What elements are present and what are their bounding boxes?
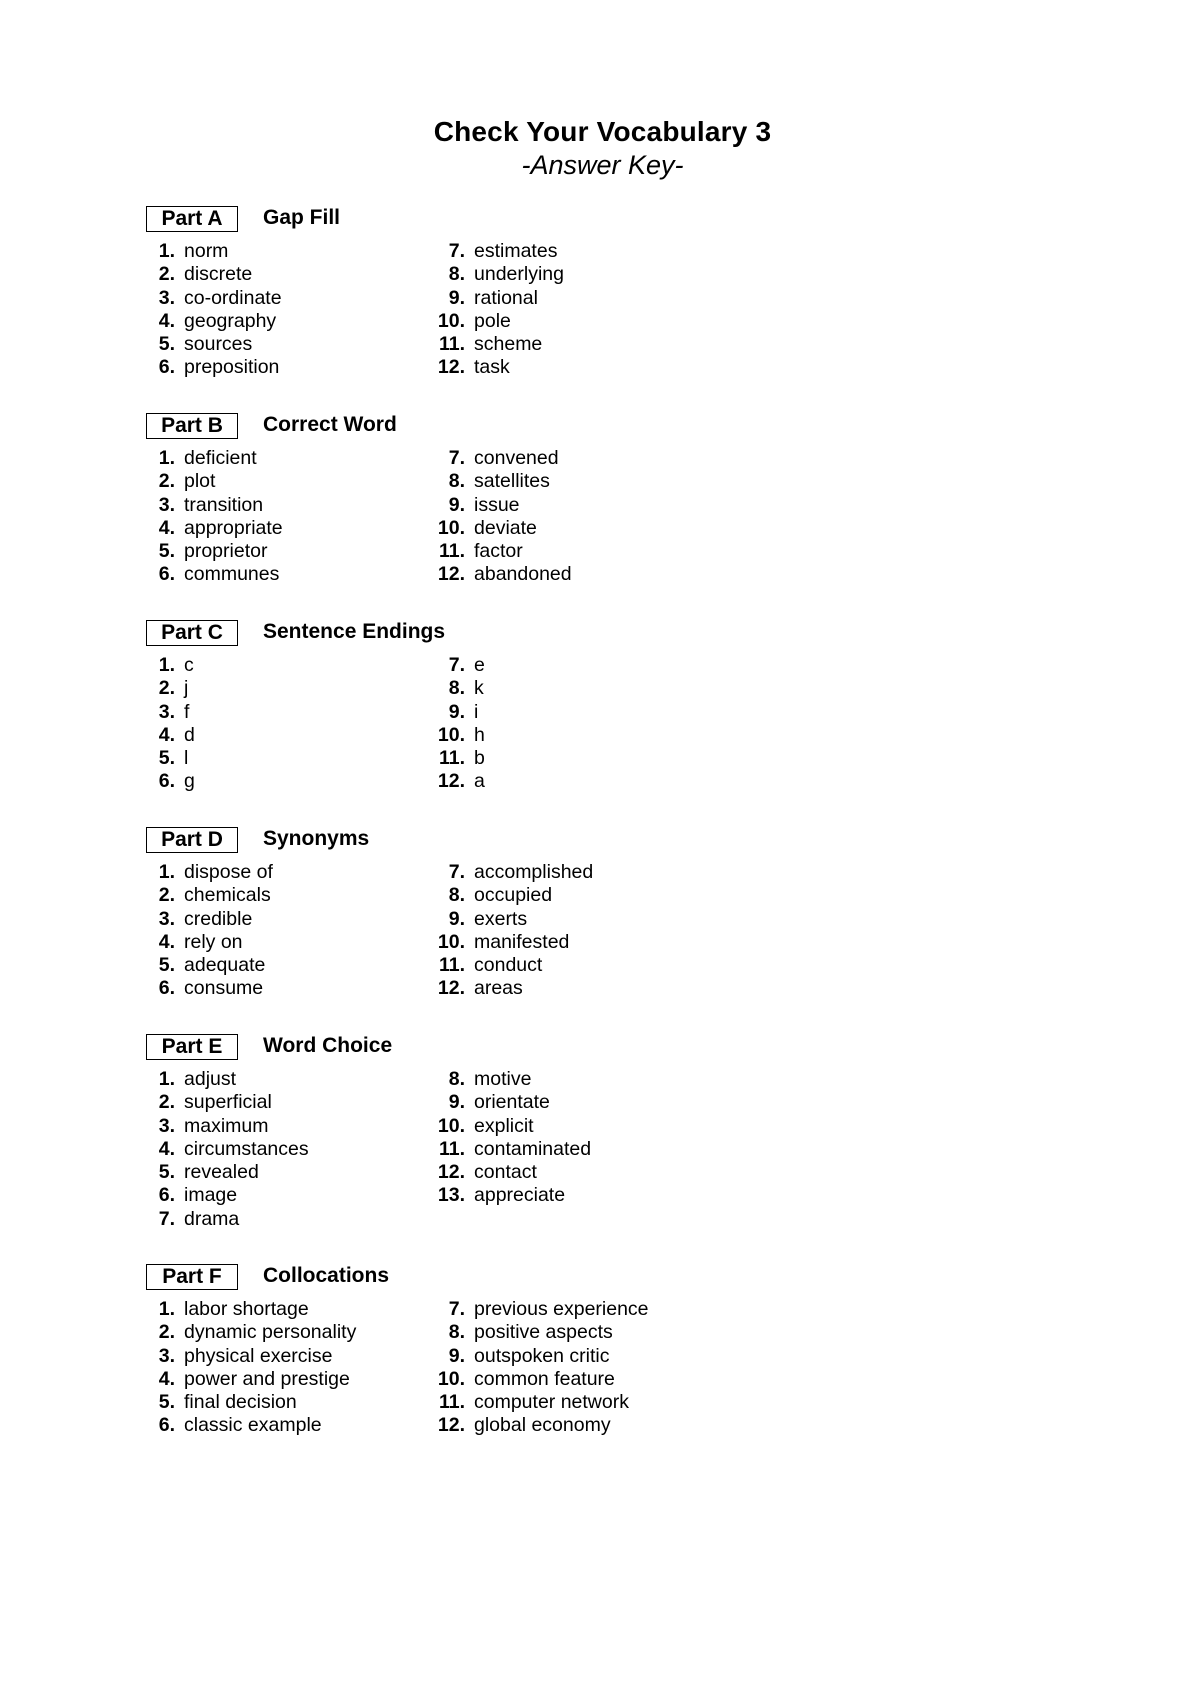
answers-column-left [130, 447, 283, 587]
item-answer: pole [474, 309, 511, 332]
item-number: 1. [158, 654, 175, 676]
item-number: 2. [158, 1321, 175, 1344]
item-number: 7. [448, 447, 465, 469]
answers-column-right [420, 240, 564, 380]
part-title: Synonyms [263, 827, 370, 850]
item-number: 9. [448, 907, 465, 930]
item-number: 3. [158, 907, 175, 930]
item-number: 11. [438, 1137, 465, 1160]
answer-item [420, 747, 485, 770]
item-number: 7. [448, 861, 465, 883]
answer-item [130, 1321, 356, 1344]
answer-item [130, 908, 273, 931]
item-number: 5. [158, 333, 175, 356]
item-answer: task [474, 356, 510, 379]
answer-item [420, 1368, 649, 1391]
item-answer: accomplished [474, 861, 594, 883]
item-number: 1. [158, 1068, 175, 1090]
answer-item [420, 701, 485, 724]
part-title: Sentence Endings [263, 620, 446, 643]
answer-item [420, 1391, 649, 1414]
item-answer: consume [184, 977, 264, 1000]
answer-item [420, 1068, 591, 1091]
answer-item [130, 1298, 356, 1321]
item-number: 5. [158, 1391, 175, 1414]
answers-column-right [420, 654, 485, 794]
item-number: 10. [437, 309, 465, 332]
item-answer: norm [184, 240, 229, 262]
item-number: 12. [437, 563, 465, 586]
item-number: 9. [448, 493, 465, 516]
item-answer: maximum [184, 1114, 269, 1137]
part-title: Correct Word [263, 413, 397, 436]
item-number: 4. [158, 516, 175, 539]
item-number: 6. [158, 977, 175, 1000]
answer-item [130, 884, 273, 907]
answer-item [420, 240, 564, 263]
answer-item [130, 470, 283, 493]
item-answer: appropriate [184, 516, 283, 539]
item-number: 10. [437, 516, 465, 539]
answer-item [420, 356, 564, 379]
item-answer: adequate [184, 954, 266, 977]
item-number: 1. [158, 447, 175, 469]
item-answer: outspoken critic [474, 1344, 610, 1367]
answer-item [420, 861, 593, 884]
item-number: 12. [437, 977, 465, 1000]
item-number: 3. [158, 493, 175, 516]
item-answer: manifested [474, 930, 570, 953]
answer-item [130, 356, 282, 379]
item-number: 11. [438, 333, 465, 356]
answer-item [130, 494, 283, 517]
item-answer: estimates [474, 240, 558, 262]
item-number: 6. [158, 356, 175, 379]
answer-item [130, 517, 283, 540]
item-answer: i [474, 700, 479, 723]
item-number: 6. [158, 1414, 175, 1437]
item-answer: rely on [184, 930, 243, 953]
item-answer: deviate [474, 516, 537, 539]
answers-column-left [130, 240, 282, 380]
item-number: 7. [448, 654, 465, 676]
answers-column-right [420, 1298, 649, 1438]
item-answer: a [474, 770, 485, 793]
item-answer: plot [184, 470, 216, 493]
answer-item [130, 1161, 309, 1184]
answers-column-left [130, 861, 273, 1001]
answer-item [130, 1184, 309, 1207]
answer-item [420, 770, 485, 793]
item-answer: abandoned [474, 563, 572, 586]
answer-item [420, 287, 564, 310]
item-number: 8. [448, 470, 465, 493]
answer-item [420, 470, 572, 493]
item-number: 7. [158, 1207, 175, 1230]
item-number: 12. [437, 1161, 465, 1184]
item-answer: contaminated [474, 1137, 592, 1160]
page-subtitle: -Answer Key- [521, 150, 684, 180]
answer-item [420, 908, 593, 931]
answer-item [130, 954, 273, 977]
item-answer: e [474, 654, 485, 676]
answer-item [130, 240, 282, 263]
item-answer: geography [184, 309, 277, 332]
item-number: 11. [438, 747, 465, 770]
item-number: 8. [448, 884, 465, 907]
item-answer: labor shortage [184, 1298, 309, 1320]
answer-item [130, 263, 282, 286]
item-number: 5. [158, 1161, 175, 1184]
answer-item [130, 701, 195, 724]
item-answer: proprietor [184, 540, 268, 563]
item-number: 5. [158, 540, 175, 563]
answer-item [130, 1414, 356, 1437]
item-answer: j [184, 677, 189, 700]
item-answer: occupied [474, 884, 553, 907]
item-number: 3. [158, 1344, 175, 1367]
item-answer: dynamic personality [184, 1321, 357, 1344]
answer-item [420, 494, 572, 517]
answer-item [130, 310, 282, 333]
item-number: 8. [448, 1321, 465, 1344]
item-answer: superficial [184, 1091, 272, 1114]
answer-item [420, 1161, 591, 1184]
answer-item [420, 1321, 649, 1344]
item-number: 2. [158, 1091, 175, 1114]
item-answer: previous experience [474, 1298, 649, 1320]
item-answer: drama [184, 1207, 240, 1230]
item-answer: common feature [474, 1367, 615, 1390]
answer-item [420, 1115, 591, 1138]
item-number: 4. [158, 1367, 175, 1390]
item-answer: revealed [184, 1161, 259, 1184]
item-number: 3. [158, 286, 175, 309]
item-number: 11. [438, 540, 465, 563]
item-number: 4. [158, 309, 175, 332]
item-answer: deficient [184, 447, 257, 469]
item-number: 11. [438, 1391, 465, 1414]
item-answer: adjust [184, 1068, 237, 1090]
item-number: 10. [437, 930, 465, 953]
answer-item [420, 677, 485, 700]
answer-item [130, 447, 283, 470]
item-number: 8. [448, 677, 465, 700]
answer-item [420, 654, 485, 677]
answer-item [130, 1115, 309, 1138]
answer-item [130, 654, 195, 677]
item-number: 3. [158, 1114, 175, 1137]
answer-item [420, 1091, 591, 1114]
item-number: 12. [437, 770, 465, 793]
answer-item [130, 1368, 356, 1391]
item-answer: k [474, 677, 484, 700]
answer-item [130, 287, 282, 310]
answer-item [130, 1345, 356, 1368]
item-answer: satellites [474, 470, 550, 493]
answers-column-left [130, 654, 195, 794]
part-label-box: Part B [146, 413, 238, 439]
item-answer: orientate [474, 1091, 550, 1114]
answer-item [420, 1298, 649, 1321]
item-number: 9. [448, 700, 465, 723]
item-number: 1. [158, 1298, 175, 1320]
answer-item [130, 677, 195, 700]
item-answer: sources [184, 333, 253, 356]
item-answer: credible [184, 907, 253, 930]
item-answer: physical exercise [184, 1344, 333, 1367]
answer-item [130, 1391, 356, 1414]
item-answer: appreciate [474, 1184, 566, 1207]
item-answer: underlying [474, 263, 564, 286]
answer-item [130, 563, 283, 586]
answer-item [130, 747, 195, 770]
item-answer: co-ordinate [184, 286, 282, 309]
answer-item [420, 1345, 649, 1368]
answer-item [420, 884, 593, 907]
item-answer: f [184, 700, 190, 723]
answer-item [420, 517, 572, 540]
answer-item [420, 931, 593, 954]
answer-item [130, 333, 282, 356]
part-label-box: Part A [146, 206, 238, 232]
item-answer: explicit [474, 1114, 534, 1137]
answers-column-right [420, 1068, 591, 1208]
item-number: 7. [448, 1298, 465, 1320]
part-title: Collocations [263, 1264, 390, 1287]
part-label-box: Part E [146, 1034, 238, 1060]
item-answer: positive aspects [474, 1321, 613, 1344]
answer-item [130, 1138, 309, 1161]
answer-item [420, 1184, 591, 1207]
item-answer: contact [474, 1161, 537, 1184]
answer-item [130, 1208, 309, 1231]
item-number: 2. [158, 884, 175, 907]
item-number: 9. [448, 1091, 465, 1114]
item-number: 9. [448, 1344, 465, 1367]
item-number: 6. [158, 563, 175, 586]
item-answer: classic example [184, 1414, 322, 1437]
answer-item [130, 1068, 309, 1091]
answer-item [420, 447, 572, 470]
answer-item [420, 263, 564, 286]
item-answer: h [474, 723, 485, 746]
item-number: 5. [158, 747, 175, 770]
answer-item [420, 333, 564, 356]
item-number: 7. [448, 240, 465, 262]
item-answer: motive [474, 1068, 532, 1090]
item-answer: c [184, 654, 194, 676]
item-number: 10. [437, 1367, 465, 1390]
answer-item [420, 540, 572, 563]
answer-item [420, 1138, 591, 1161]
item-answer: computer network [474, 1391, 629, 1414]
answer-item [420, 310, 564, 333]
item-answer: preposition [184, 356, 280, 379]
item-answer: factor [474, 540, 523, 563]
item-answer: chemicals [184, 884, 271, 907]
item-number: 1. [158, 861, 175, 883]
answer-item [130, 1091, 309, 1114]
answer-item [420, 724, 485, 747]
item-number: 2. [158, 263, 175, 286]
item-answer: transition [184, 493, 264, 516]
item-answer: d [184, 723, 195, 746]
item-number: 10. [437, 1114, 465, 1137]
item-number: 12. [437, 356, 465, 379]
item-answer: image [184, 1184, 238, 1207]
item-number: 6. [158, 1184, 175, 1207]
item-number: 10. [437, 723, 465, 746]
part-title: Gap Fill [263, 206, 341, 229]
item-number: 3. [158, 700, 175, 723]
answers-column-right [420, 861, 593, 1001]
answer-item [420, 1414, 649, 1437]
page-title: Check Your Vocabulary 3 [433, 116, 772, 147]
item-number: 8. [448, 263, 465, 286]
item-number: 2. [158, 470, 175, 493]
item-answer: circumstances [184, 1137, 309, 1160]
answer-item [130, 770, 195, 793]
answer-item [130, 724, 195, 747]
item-answer: scheme [474, 333, 543, 356]
answer-item [130, 540, 283, 563]
item-answer: dispose of [184, 861, 273, 883]
answers-column-right [420, 447, 572, 587]
item-answer: communes [184, 563, 280, 586]
item-number: 12. [437, 1414, 465, 1437]
item-number: 11. [438, 954, 465, 977]
item-answer: final decision [184, 1391, 297, 1414]
item-answer: conduct [474, 954, 543, 977]
answer-item [420, 563, 572, 586]
item-number: 5. [158, 954, 175, 977]
part-label-box: Part D [146, 827, 238, 853]
answers-column-left [130, 1068, 309, 1231]
item-answer: b [474, 747, 485, 770]
item-number: 9. [448, 286, 465, 309]
part-label-box: Part F [146, 1264, 238, 1290]
item-number: 4. [158, 930, 175, 953]
item-answer: g [184, 770, 195, 793]
item-answer: convened [474, 447, 559, 469]
item-number: 4. [158, 723, 175, 746]
item-answer: power and prestige [184, 1367, 350, 1390]
part-label-box: Part C [146, 620, 238, 646]
part-title: Word Choice [263, 1034, 393, 1057]
item-answer: global economy [474, 1414, 611, 1437]
item-answer: l [184, 747, 189, 770]
answer-item [420, 954, 593, 977]
item-number: 6. [158, 770, 175, 793]
item-number: 2. [158, 677, 175, 700]
answer-item [130, 931, 273, 954]
item-number: 8. [448, 1068, 465, 1090]
item-answer: rational [474, 286, 538, 309]
item-number: 1. [158, 240, 175, 262]
item-answer: discrete [184, 263, 253, 286]
item-number: 4. [158, 1137, 175, 1160]
answer-item [130, 977, 273, 1000]
answer-item [420, 977, 593, 1000]
item-answer: areas [474, 977, 523, 1000]
answer-item [130, 861, 273, 884]
item-number: 13. [437, 1184, 465, 1207]
item-answer: exerts [474, 907, 528, 930]
item-answer: issue [474, 493, 520, 516]
answers-column-left [130, 1298, 356, 1438]
